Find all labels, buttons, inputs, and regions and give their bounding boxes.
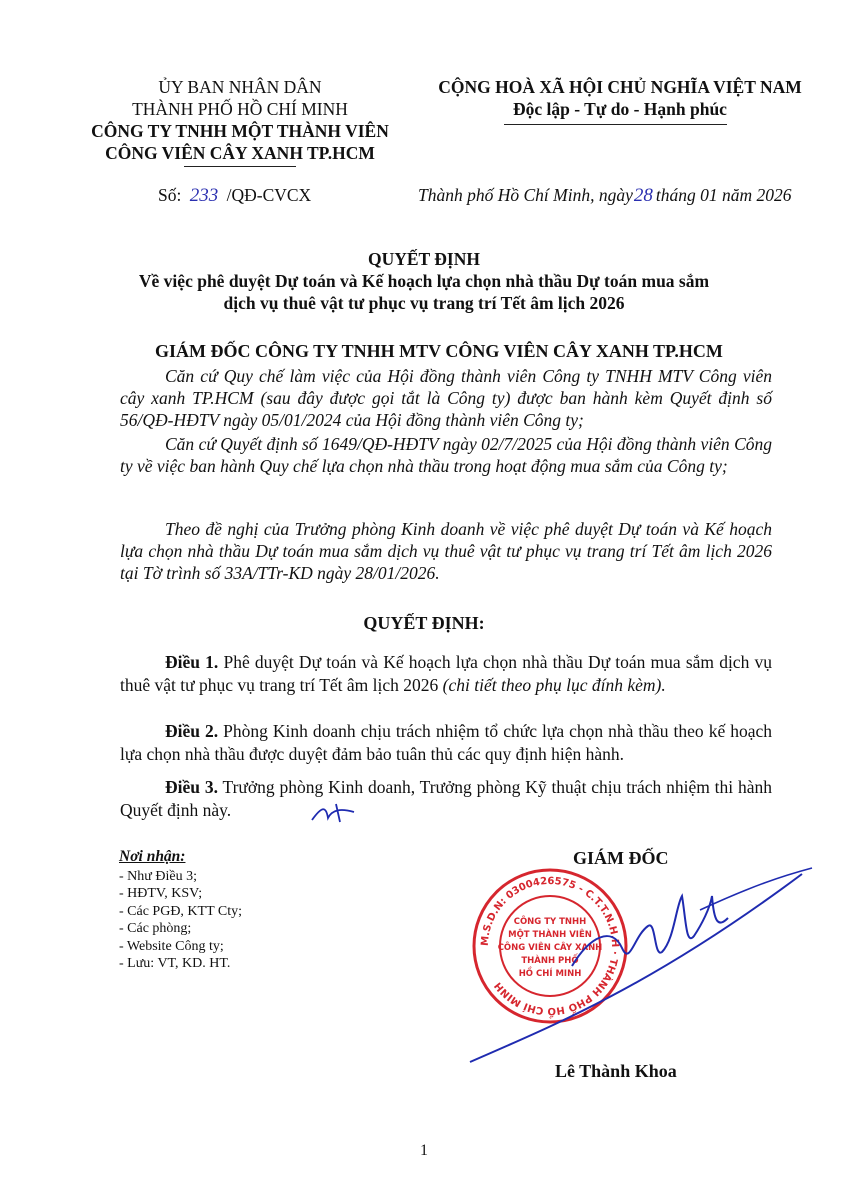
issuer-company-line-1: CÔNG TY TNHH MỘT THÀNH VIÊN (91, 121, 389, 141)
national-motto-block (416, 76, 824, 120)
issuer-block (40, 76, 440, 164)
motto-underline (504, 124, 727, 125)
issuer-underline (184, 166, 296, 167)
document-number: Số: 233 /QĐ-CVCX (158, 185, 312, 206)
article-2 (120, 720, 772, 766)
signer-name: Lê Thành Khoa (555, 1061, 677, 1081)
preamble-paragraph-3: Theo đề nghị của Trưởng phòng Kinh doanh về việc phê duyệt Dự toán và Kế hoạch lựa chọn nhà thầu Dự toán mua sắm dịch vụ thuê vật tư phục vụ trang trí Tết âm lịch 2026 tại Tờ trình số 33A/TTr-KD ngày 28/01/2026. (120, 519, 772, 583)
recipients-block (119, 848, 242, 973)
svg-text:CÔNG TY TNHH: CÔNG TY TNHH (513, 917, 587, 927)
recipient-item: - Các phòng; (119, 921, 192, 936)
issuer-line-1: ỦY BAN NHÂN DÂN (158, 77, 322, 97)
article-1-note: (chi tiết theo phụ lục đính kèm). (442, 675, 666, 695)
article-1-label: Điều 1. (165, 652, 219, 672)
handwritten-day: 28 (633, 185, 653, 206)
document-title (60, 248, 788, 314)
svg-text:M.S.D.N: 0300426575 - C.T.T.N.: M.S.D.N: 0300426575 - C.T.T.N.H.H · THÀNH PHỐ HỒ CHÍ MINH (479, 875, 621, 1017)
article-3 (120, 776, 772, 822)
page-number: 1 (420, 1142, 428, 1159)
article-2-label: Điều 2. (165, 721, 219, 741)
decision-heading: QUYẾT ĐỊNH: (363, 613, 485, 633)
national-motto: CỘNG HOÀ XÃ HỘI CHỦ NGHĨA VIỆT NAM (438, 77, 802, 97)
issue-date: Thành phố Hồ Chí Minh, ngày28 tháng 01 năm 2026 (418, 185, 792, 206)
recipient-item: - Như Điều 3; (119, 868, 197, 884)
recipient-item: - Các PGĐ, KTT Cty; (119, 903, 243, 919)
authority-line: GIÁM ĐỐC CÔNG TY TNHH MTV CÔNG VIÊN CÂY XANH TP.HCM (155, 341, 723, 361)
svg-text:CÔNG VIÊN CÂY XANH: CÔNG VIÊN CÂY XANH (497, 943, 603, 953)
recipient-item: - Lưu: VT, KD. HT. (119, 956, 231, 971)
article-1 (120, 651, 772, 697)
recipient-item: - HĐTV, KSV; (119, 886, 203, 901)
article-2-text: Phòng Kinh doanh chịu trách nhiệm tổ chức lựa chọn nhà thầu theo kế hoạch lựa chọn nhà thầu được duyệt đảm bảo tuân thủ các quy định hiện hành. (120, 721, 773, 764)
title-subject-line-1: Về việc phê duyệt Dự toán và Kế hoạch lựa chọn nhà thầu Dự toán mua sắm (138, 271, 710, 291)
national-slogan: Độc lập - Tự do - Hạnh phúc (513, 99, 727, 119)
article-1-text: Phê duyệt Dự toán và Kế hoạch lựa chọn nhà thầu Dự toán mua sắm dịch vụ thuê vật tư phục vụ trang trí Tết âm lịch 2026 (120, 652, 772, 695)
issuer-company-line-2: CÔNG VIÊN CÂY XANH TP.HCM (105, 143, 375, 163)
title-heading: QUYẾT ĐỊNH (368, 249, 480, 269)
handwritten-number: 233 (189, 185, 219, 206)
preamble-paragraph-2: Căn cứ Quyết định số 1649/QĐ-HĐTV ngày 02/7/2025 của Hội đồng thành viên Công ty về việc ban hành Quy chế lựa chọn nhà thầu trong hoạt động mua sắm của Công ty; (120, 434, 772, 476)
handwritten-signature (462, 866, 822, 1066)
preamble-paragraph-1: Căn cứ Quy chế làm việc của Hội đồng thành viên Công ty TNHH MTV Công viên cây xanh TP.HCM (sau đây được gọi tắt là Công ty) được ban hành kèm Quyết định số 56/QĐ-HĐTV ngày 05/01/2024 của Hội đồng thành viên Công ty; (120, 366, 772, 430)
initial-mark (310, 802, 358, 824)
recipients-heading: Nơi nhận: (119, 848, 186, 865)
svg-text:HỒ CHÍ MINH: HỒ CHÍ MINH (518, 969, 582, 979)
issuer-line-2: THÀNH PHỐ HỒ CHÍ MINH (132, 99, 348, 119)
article-3-label: Điều 3. (165, 777, 218, 797)
article-3-text: Trưởng phòng Kinh doanh, Trưởng phòng Kỹ thuật chịu trách nhiệm thi hành Quyết định này. (120, 777, 773, 820)
svg-text:THÀNH PHỐ: THÀNH PHỐ (521, 956, 579, 966)
title-subject-line-2: dịch vụ thuê vật tư phục vụ trang trí Tết âm lịch 2026 (223, 293, 625, 313)
svg-text:MỘT THÀNH VIÊN: MỘT THÀNH VIÊN (508, 930, 592, 940)
signer-title: GIÁM ĐỐC (573, 848, 669, 868)
recipient-item: - Website Công ty; (119, 938, 224, 954)
